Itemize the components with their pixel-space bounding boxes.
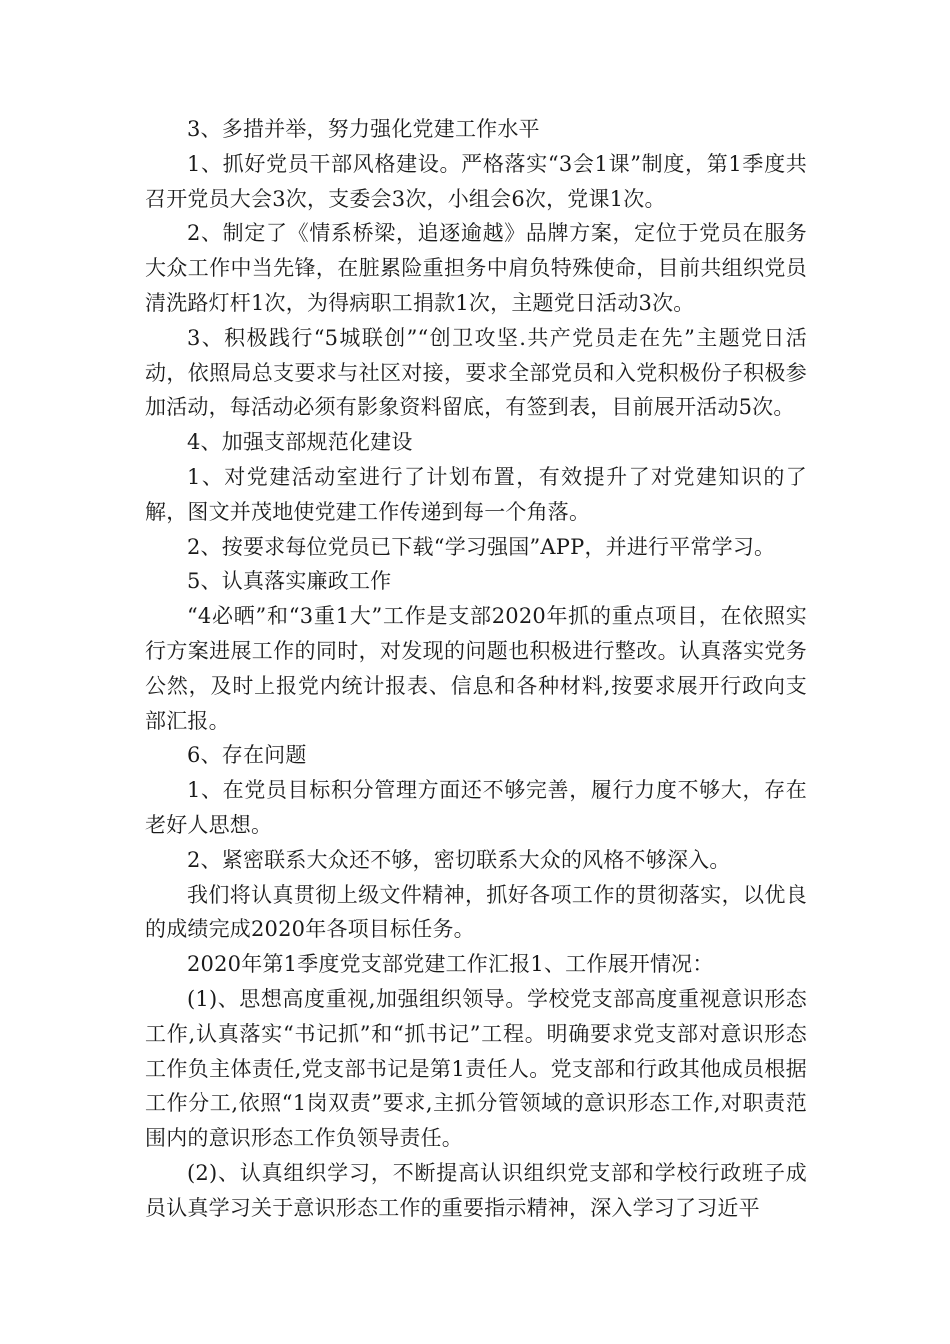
paragraph-integrity-work: “4必晒”和“3重1大”工作是支部2020年抓的重点项目，在依照实行方案进展工作的同时，对发现的问题也积极进行整改。认真落实党务公然，及时上报党内统计报表、信息和各种材料,按要求展开行政向支部汇报。 [145, 604, 807, 733]
document-body [145, 112, 807, 1226]
paragraph-study-app: 2、按要求每位党员已下载“学习强国”APP，并进行平常学习。 [187, 534, 776, 559]
section-heading-3: 3、多措并举，努力强化党建工作水平 [187, 117, 540, 141]
section-heading-4: 4、加强支部规范化建设 [187, 430, 413, 455]
paragraph-activity-room: 1、对党建活动室进行了计划布置，有效提升了对党建知识的了解，图文并茂地使党建工作传递到每一个角落。 [145, 464, 807, 524]
paragraph-conclusion: 我们将认真贯彻上级文件精神，抓好各项工作的贯彻落实，以优良的成绩完成2020年各项目标任务。 [145, 882, 807, 942]
section-heading-6: 6、存在问题 [187, 743, 307, 768]
paragraph-style-building: 1、抓好党员干部风格建设。严格落实“3会1课”制度，第1季度共召开党员大会3次，支委会3次，小组会6次，党课1次。 [145, 151, 807, 211]
section-heading-5: 5、认真落实廉政工作 [187, 569, 392, 594]
paragraph-brand-plan: 2、制定了《情系桥梁，追逐逾越》品牌方案，定位于党员在服务大众工作中当先锋，在脏累险重担务中肩负特殊使命，目前共组织党员清洗路灯杆1次，为得病职工捐款1次，主题党日活动3次。 [145, 221, 807, 315]
paragraph-organize-study: (2)、认真组织学习，不断提高认识组织党支部和学校行政班子成员认真学习关于意识形态工作的重要指示精神，深入学习了习近平 [145, 1160, 807, 1220]
paragraph-theme-activity: 3、积极践行“5城联创”“创卫攻坚.共产党员走在先”主题党日活动，依照局总支要求与社区对接，要求全部党员和入党积极份子积极参加活动，每活动必须有影象资料留底，有签到表，目前展开活动5次。 [145, 325, 807, 420]
paragraph-report-title: 2020年第1季度党支部党建工作汇报1、工作展开情况： [187, 952, 714, 977]
paragraph-problem-1: 1、在党员目标积分管理方面还不够完善，履行力度不够大，存在老好人思想。 [145, 778, 807, 837]
paragraph-ideology-leadership: (1)、思想高度重视,加强组织领导。学校党支部高度重视意识形态工作,认真落实“书记抓”和“抓书记”工程。明确要求党支部对意识形态工作负主体责任,党支部书记是第1责任人。党支部和行政其他成员根据工作分工,依照“1岗双责”要求,主抓分管领域的意识形态工作,对职责范围内的意识形态工作负领导责任。 [145, 986, 807, 1151]
paragraph-problem-2: 2、紧密联系大众还不够，密切联系大众的风格不够深入。 [187, 847, 731, 872]
